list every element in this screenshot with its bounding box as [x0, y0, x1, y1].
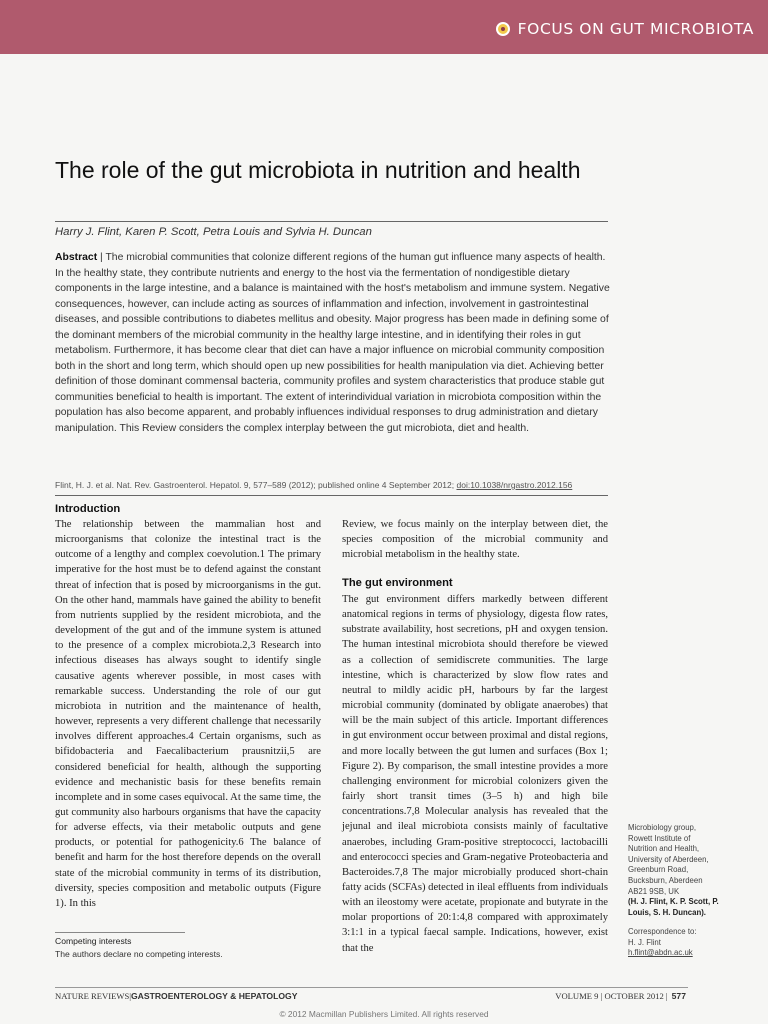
correspondence-email[interactable]: h.flint@abdn.ac.uk: [628, 948, 693, 958]
affiliation-line: AB21 9SB, UK: [628, 886, 680, 896]
issue-text: VOLUME 9 | OCTOBER 2012 |: [555, 991, 668, 1001]
gut-environment-body: The gut environment differs markedly between different anatomical regions in terms of physiology, digesta flow rates, substrate availability, host secretions, pH and oxygen tension. The human intestinal microbiota should therefore be viewed as a collection of semidiscrete communities. The large intestine, which is characterized by slow flow rates and neutral to mildly acidic pH, harbours by far the largest microbial community (dominated by obligate anaerobes) that will be the main subject of this article. Important differences in gut environment occur between proximal and distal regions, and more locally between the gut lumen and surfaces (Box 1; Figure 2). By comparison, the small intestine provides a more challenging environment for microbial colonizers given the fairly short transit times (3–5 h) and high bile concentrations.7,8 Molecular analysis has revealed that the jejunal and ileal microbiota consists mainly of facultative anaerobes, including Gram-positive streptococci, lactobacilli and enterococci species and Gram-negative Proteobacteria and Bacteroides.7,8 The major microbially produced short-chain fatty acids (SCFAs) detected in ileal effluents from individuals with an ileostomy were acetate, propionate and butyrate in the molar proportions of 20:1:4,8 compared with approximately 3:1:1 in a typical faecal sample. Indications, however, exist that the: [342, 594, 608, 954]
abstract-label: Abstract: [55, 252, 98, 263]
section-label-text: FOCUS ON GUT MICROBIOTA: [517, 20, 754, 38]
correspondence-label: Correspondence to:: [628, 927, 697, 936]
introduction-heading: Introduction: [55, 503, 121, 515]
citation-text: Flint, H. J. et al. Nat. Rev. Gastroenterol. Hepatol. 9, 577–589 (2012); published online 4 September 2012;: [55, 480, 455, 490]
introduction-continued: Review, we focus mainly on the interplay between diet, the species composition of the microbial community and microbial metabolism in the healthy state.: [342, 519, 608, 561]
gut-environment-heading: The gut environment: [342, 577, 453, 589]
doi-link[interactable]: doi:10.1038/nrgastro.2012.156: [456, 480, 573, 490]
page-number: 577: [671, 991, 686, 1001]
affiliation-block: [628, 823, 738, 918]
affiliation-line: Microbiology group,: [628, 823, 697, 832]
footer-divider: [55, 987, 688, 988]
journal-name-right: GASTROENTEROLOGY & HEPATOLOGY: [130, 991, 298, 1001]
competing-interests-text: The authors declare no competing interests.: [55, 949, 223, 959]
journal-name-left: NATURE REVIEWS: [55, 991, 130, 1001]
competing-interests-title: Competing interests: [55, 936, 132, 946]
copyright: © 2012 Macmillan Publishers Limited. All rights reserved: [279, 1009, 489, 1019]
affiliation-names: (H. J. Flint, K. P. Scott, P. Louis, S. H. Duncan).: [628, 897, 719, 917]
competing-interests-divider: [55, 932, 185, 933]
affiliation-line: University of Aberdeen,: [628, 854, 709, 864]
target-icon: [496, 22, 510, 36]
abstract-text: The microbial communities that colonize different regions of the human gut influence many aspects of health. In the healthy state, they contribute nutrients and energy to the host via the fermentation of nondigestible dietary components in the large intestine, and a balance is maintained with the host's metabolism and immune system. Negative consequences, however, can include acting as sources of inflammation and infection, involvement in gastrointestinal diseases, and possible contributions to diabetes mellitus and obesity. Major progress has been made in defining some of the dominant members of the microbial community in the healthy large intestine, and in identifying their roles in gut metabolism. Furthermore, it has become clear that diet can have a major influence on microbial community composition both in the short and long term, which should open up new possibilities for health manipulation via diet. Achieving better definition of those dominant commensal bacteria, community profiles and system characteristics that produce stable gut communities beneficial to health is important. The extent of interindividual variation in microbiota composition within the population has also become apparent, and probably influences individual responses to drug administration and dietary manipulation. This Review considers the complex interplay between the gut microbiota, diet and health.: [55, 252, 610, 434]
affiliation-line: Bucksburn, Aberdeen: [628, 875, 703, 885]
citation: [55, 480, 572, 490]
article-title: The role of the gut microbiota in nutrition and health: [55, 157, 581, 183]
affiliation-line: Rowett Institute of: [628, 833, 691, 843]
abstract-divider: [55, 495, 608, 496]
author-list: Harry J. Flint, Karen P. Scott, Petra Louis and Sylvia H. Duncan: [55, 226, 372, 238]
section-label: [496, 19, 754, 39]
correspondence-block: [628, 927, 696, 959]
header-banner: [0, 0, 768, 54]
abstract: Abstract | The microbial communities that colonize different regions of the human gut influence many aspects of health. In the healthy state, they contribute nutrients and energy to the host via the fermentation of nondigestible dietary components in the large intestine, and a balance is maintained with the host's metabolism and immune system. Negative consequences, however, can include acting as sources of inflammation and infection, involvement in gastrointestinal diseases, and possible contributions to diabetes mellitus and obesity. Major progress has been made in defining some of the dominant members of the microbial community in the healthy large intestine, and in identifying their roles in gut metabolism. Furthermore, it has become clear that diet can have a major influence on microbial community composition both in the short and long term, which should open up new possibilities for health manipulation via diet. Achieving better definition of those dominant commensal bacteria, community profiles and system characteristics that produce stable gut communities beneficial to health is important. The extent of interindividual variation in microbiota composition within the population has also become apparent, and probably influences individual responses to drug administration and dietary manipulation. This Review considers the complex interplay between the gut microbiota, diet and health.: [55, 252, 610, 434]
issue-info: [555, 991, 686, 1001]
affiliation-names-wrap: [628, 897, 738, 918]
journal-name: NATURE REVIEWS|GASTROENTEROLOGY & HEPATOLOGY: [55, 991, 298, 1001]
affiliation-line: Nutrition and Health,: [628, 844, 700, 854]
affiliation-line: Greenburn Road,: [628, 865, 689, 875]
introduction-body: The relationship between the mammalian host and microorganisms that colonize the intestinal tract is the outcome of a lengthy and complex coevolution.1 The primary imperative for the host must be to defend against the constant threat of infection that is posed by microorganisms in the gut. On the other hand, mammals have gained the ability to benefit from nutrients supplied by the resident microbiota, and the development of the gut and of the immune system is attuned to the presence of a complex microbiota.2,3 Research into infectious diseases has always sought to identify single causative agents wherever possible, in most cases with remarkable success. Understanding the role of our gut microbiota in nutrition and the maintenance of health, however, represents a very different challenge that necessarily involves different approaches.4 Certain organisms, such as bifidobacteria and Faecalibacterium prausnitzii,5 are considered beneficial for health, although the supporting evidence and mechanistic basis for these benefits remain incomplete and in some cases equivocal. At the same time, the gut community also harbours organisms that have the capacity for adverse effects, via their metabolic outputs and gene products, or potential for pathogenicity.6 The balance of benefit and harm for the host therefore depends on the overall state of the microbial community in terms of its distribution, diversity, species composition and metabolic outputs (Figure 1). In this: [55, 519, 321, 909]
title-divider: [55, 221, 608, 222]
correspondence-name: H. J. Flint: [628, 937, 661, 947]
